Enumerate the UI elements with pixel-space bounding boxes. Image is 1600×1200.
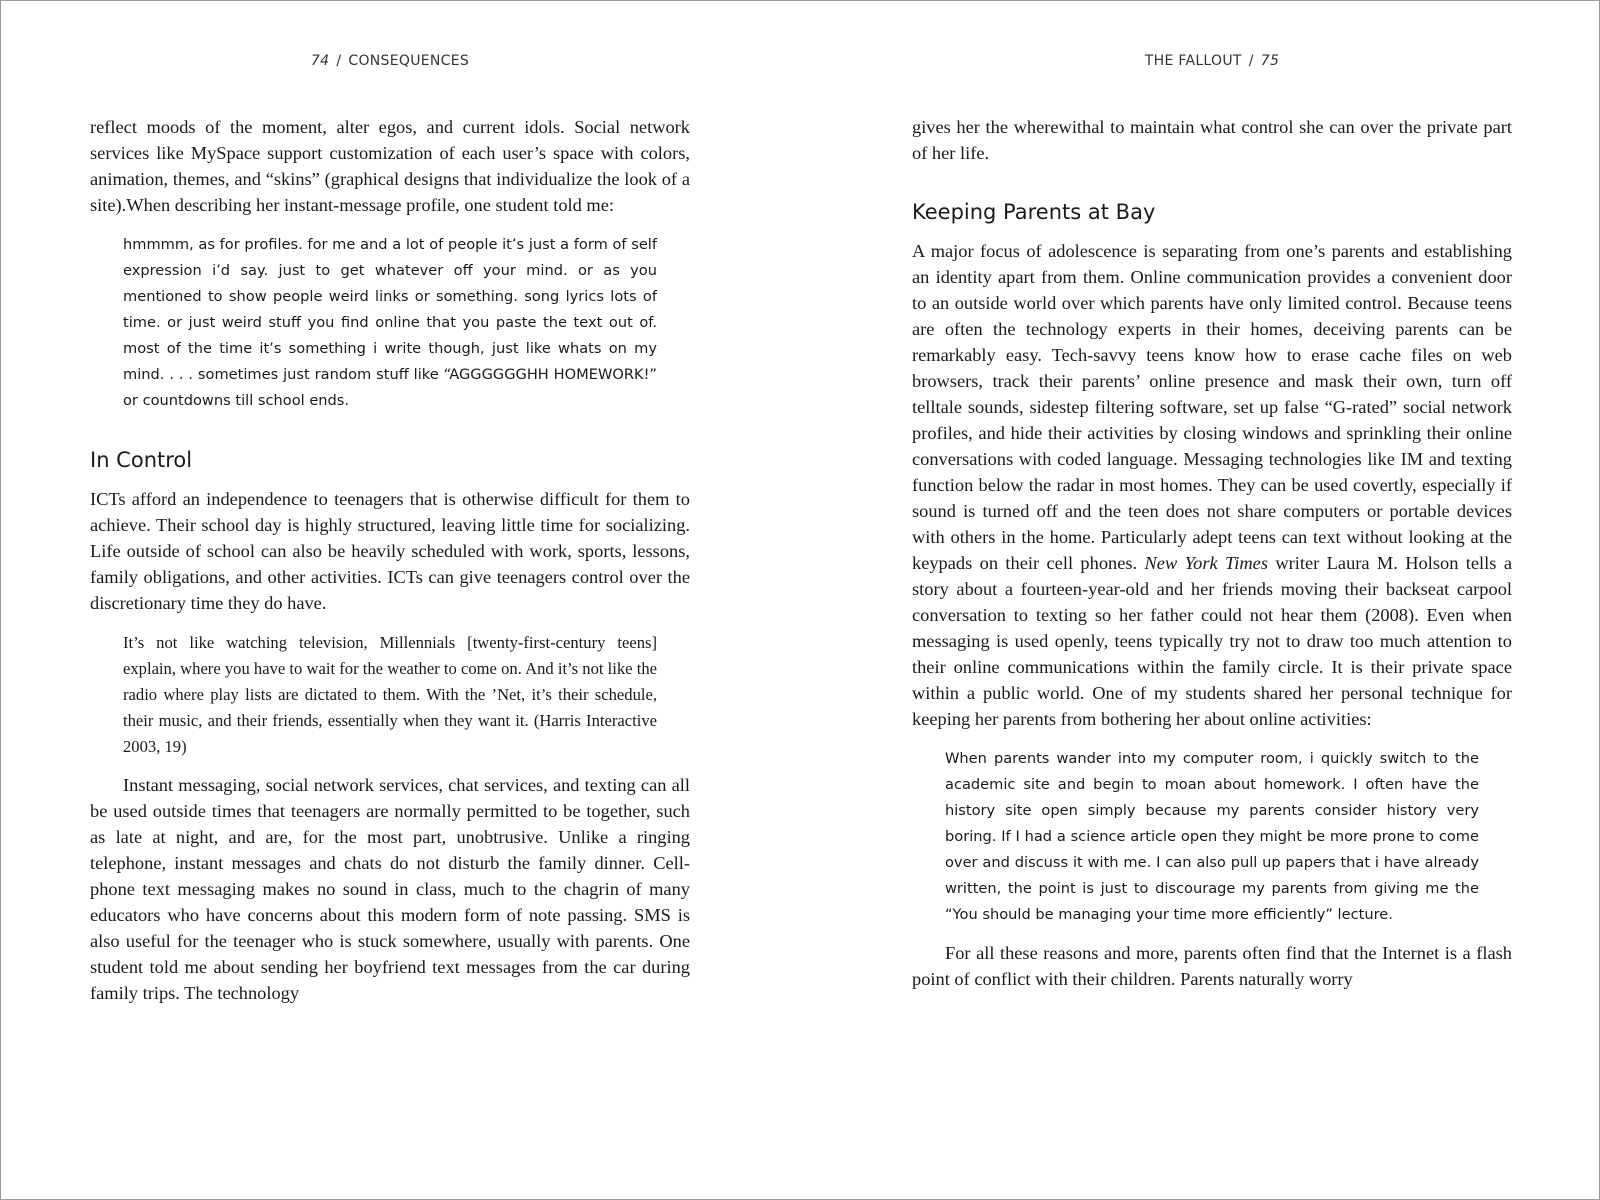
parents-block-quote: When parents wander into my computer room, i quickly switch to the academic site and begin to moan about homework. I often have the history site open simply because my parents consider history very boring. If I had a science article open they might be more prone to come over and discuss it with me. I can also pull up papers that i have already written, the point is just to discourage my parents from giving me the “You should be managing your time more efficiently” lecture.	[945, 750, 1479, 923]
left-page-number: 74	[310, 53, 330, 69]
section-heading-in-control: In Control	[90, 448, 193, 472]
left-running-title: CONSEQUENCES	[348, 53, 470, 69]
right-page-body	[912, 114, 1512, 992]
right-running-title: THE FALLOUT	[1144, 53, 1242, 69]
right-running-head	[912, 53, 1512, 69]
profiles-block-quote: hmmmm, as for profiles. for me and a lot of people it’s just a form of self expression i’d say. just to get whatever off your mind. or as you mentioned to show people weird links or something. song lyrics lots of time. or just weird stuff you find online that you paste the text out of. most of the time it’s something i write though, just like whats on my mind. . . . sometimes just random stuff like “AGGGGGGHH HOMEWORK!” or countdowns till school ends.	[123, 236, 657, 409]
right-page	[912, 1, 1512, 1199]
section-heading-keeping-parents-at-bay: Keeping Parents at Bay	[912, 200, 1156, 224]
publication-title: New York Times	[1144, 553, 1268, 573]
right-page-number: 75	[1260, 53, 1280, 69]
left-page	[90, 1, 690, 1199]
adolescence-paragraph	[912, 238, 1512, 732]
ict-paragraph: ICTs afford an independence to teenagers that is otherwise difficult for them to achieve. Their school day is highly structured, leaving little time for socializing. Life outside of school can also be heavily scheduled with work, sports, lessons, family obligations, and other activities. ICTs can give teenagers control over the discretionary time they do have.	[90, 489, 690, 613]
left-running-head	[90, 53, 690, 69]
left-continued-paragraph: reflect moods of the moment, alter egos, and current idols. Social network services like MySpace support customization of each user’s space with colors, animation, themes, and “skins” (graphical designs that individualize the look of a site).When describing her instant-message profile, one student told me:	[90, 117, 690, 215]
adolescence-text-part-2: writer Laura M. Holson tells a story about a fourteen-year-old and her friends moving their backseat carpool conversation to texting so her father could not hear them (2008). Even when messaging is used openly, teens typically try not to draw too much attention to their online communications within the family circle. It is their private space within a public world. One of my students shared her personal technique for keeping her parents from bothering her about online activities:	[912, 553, 1512, 729]
harris-block-quote: It’s not like watching television, Millennials [twenty-first-century teens] explain, where you have to wait for the weather to come on. And it’s not like the radio where play lists are dictated to them. With the ’Net, it’s their schedule, their music, and their friends, essentially when they want it. (Harris Interactive 2003, 19)	[123, 633, 657, 756]
right-continued-paragraph: gives her the wherewithal to maintain what control she can over the private part of her life.	[912, 117, 1512, 163]
right-running-head-separator: /	[1248, 53, 1254, 69]
final-paragraph: For all these reasons and more, parents often find that the Internet is a flash point of conflict with their children. Parents naturally worry	[912, 943, 1512, 989]
instant-messaging-paragraph: Instant messaging, social network services, chat services, and texting can all be used outside times that teenagers are normally permitted to be together, such as late at night, and are, for the most part, unobtrusive. Unlike a ringing telephone, instant messages and chats do not disturb the family dinner. Cell-phone text messaging makes no sound in class, much to the chagrin of many educators who have concerns about this modern form of note passing. SMS is also useful for the teenager who is stuck somewhere, usually with parents. One student told me about sending her boyfriend text messages from the car during family trips. The technology	[90, 775, 690, 1003]
adolescence-text-part-1: A major focus of adolescence is separating from one’s parents and establishing an identity apart from them. Online communication provides a convenient door to an outside world over which parents have only limited control. Because teens are often the technology experts in their homes, deceiving parents can be remarkably easy. Tech-savvy teens know how to erase cache files on web browsers, track their parents’ online presence and mask their own, turn off telltale sounds, sidestep filtering software, set up false “G-rated” social network profiles, and hide their activities by closing windows and sprinkling their online conversations with coded language. Messaging technologies like IM and texting function below the radar in most homes. They can be used covertly, especially if sound is turned off and the teen does not share computers or portable devices with others in the home. Particularly adept teens can text without looking at the keypads on their cell phones.	[912, 241, 1512, 573]
left-page-body	[90, 114, 690, 1006]
left-running-head-separator: /	[336, 53, 342, 69]
